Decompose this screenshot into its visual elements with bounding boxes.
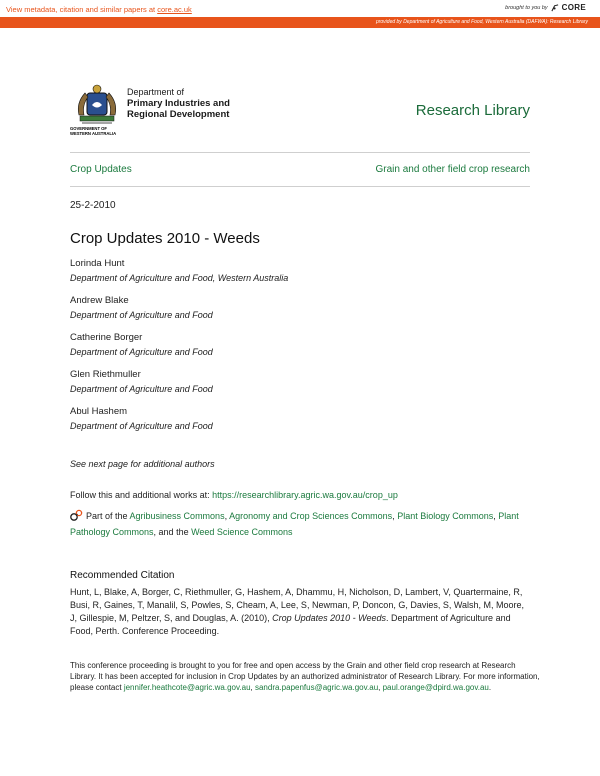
brought-by-text: brought to you by xyxy=(505,4,548,11)
contact-email-link[interactable]: sandra.papenfus@agric.wa.gov.au xyxy=(254,683,379,692)
core-logo-text: CORE xyxy=(561,3,586,12)
citation-title: Crop Updates 2010 - Weeds xyxy=(272,613,387,623)
provided-by-strip: provided by Department of Agriculture and Food, Western Australia (DAFWA): Research Library xyxy=(0,17,600,28)
department-line3: Regional Development xyxy=(127,109,230,120)
core-logo-icon xyxy=(551,4,559,12)
crumb-grain-research[interactable]: Grain and other field crop research xyxy=(375,164,530,175)
separator: , xyxy=(250,683,255,692)
author-affiliation: Department of Agriculture and Food xyxy=(70,421,213,431)
citation-text xyxy=(70,586,532,638)
author-affiliation: Department of Agriculture and Food xyxy=(70,347,213,357)
author-affiliation: Department of Agriculture and Food xyxy=(70,384,213,394)
view-metadata-text: View metadata, citation and similar papers at xyxy=(6,5,158,14)
part-of-prefix: Part of the xyxy=(86,511,130,521)
contact-email-link[interactable]: paul.orange@dpird.wa.gov.au xyxy=(382,683,489,692)
research-library-title: Research Library xyxy=(415,102,530,119)
plant-pathology-commons-link[interactable]: Plant Pathology Commons xyxy=(70,511,519,537)
divider-bottom xyxy=(70,186,530,187)
crumb-crop-updates[interactable]: Crop Updates xyxy=(70,164,132,175)
separator: , xyxy=(224,511,230,521)
crest-caption xyxy=(70,126,116,136)
follow-line xyxy=(70,490,398,500)
publication-date: 25-2-2010 xyxy=(70,200,116,211)
department-name xyxy=(127,87,230,120)
notice-end: . xyxy=(488,683,492,692)
brought-to-you xyxy=(505,3,586,12)
department-line1: Department of xyxy=(127,87,185,97)
follow-text: Follow this and additional works at: xyxy=(70,490,213,500)
citation-authors: Hunt, L, Blake, A, Borger, C, Riethmuller, G, Hashem, A, Dhammu, H, Nicholson, D, Lambert, V, Quartermaine, R, Busi, R, Gaines, T, Manalil, S, Powles, S, Cheam, A, Lee, S, Newman, P, Doncon, G, Davies, S, Walsh, M, Moore, J, Gillespie, M, Peltzer, S, and Douglas, A. (2010), xyxy=(70,587,525,623)
separator: , and the xyxy=(153,527,192,537)
collection-link[interactable]: https://researchlibrary.agric.wa.gov.au/crop_up xyxy=(212,490,398,500)
view-metadata-notice xyxy=(6,5,192,14)
crest-caption-line1: GOVERNMENT OF xyxy=(70,126,107,131)
see-next-page-note: See next page for additional authors xyxy=(70,459,215,469)
open-access-notice xyxy=(70,660,540,693)
author-affiliation: Department of Agriculture and Food xyxy=(70,310,213,320)
core-topbar xyxy=(0,0,600,28)
author-name: Lorinda Hunt xyxy=(70,258,125,269)
author-affiliation: Department of Agriculture and Food, Western Australia xyxy=(70,273,289,283)
separator: , xyxy=(493,511,499,521)
page-header xyxy=(70,78,530,138)
core-link[interactable]: core.ac.uk xyxy=(157,5,192,14)
department-line2: Primary Industries and xyxy=(127,98,230,109)
author-name: Glen Riethmuller xyxy=(70,369,141,380)
agribusiness-commons-link[interactable]: Agribusiness Commons xyxy=(129,511,225,521)
crest-caption-line2: WESTERN AUSTRALIA xyxy=(70,131,117,136)
author-name: Catherine Borger xyxy=(70,332,143,343)
divider-top xyxy=(70,152,530,153)
citation-tail: . Department of Agriculture and Food, Perth. Conference Proceeding. xyxy=(70,613,511,636)
weed-science-commons-link[interactable]: Weed Science Commons xyxy=(191,527,293,537)
author-name: Abul Hashem xyxy=(70,406,128,417)
plant-biology-commons-link[interactable]: Plant Biology Commons xyxy=(397,511,494,521)
network-icon xyxy=(70,509,83,522)
notice-text: This conference proceeding is brought to you for free and open access by the Grain and other field crop research at Research Library. It has been accepted for inclusion in Crop Updates by an authorized administrator of Research Library. For more information, please contact xyxy=(70,661,540,692)
author-name: Andrew Blake xyxy=(70,295,129,306)
contact-email-link[interactable]: jennifer.heathcote@agric.wa.gov.au xyxy=(123,683,251,692)
document-title: Crop Updates 2010 - Weeds xyxy=(70,230,260,247)
agronomy-commons-link[interactable]: Agronomy and Crop Sciences Commons xyxy=(229,511,393,521)
separator: , xyxy=(392,511,398,521)
recommended-citation-heading: Recommended Citation xyxy=(70,570,175,581)
separator: , xyxy=(378,683,383,692)
part-of-commons xyxy=(70,508,530,540)
